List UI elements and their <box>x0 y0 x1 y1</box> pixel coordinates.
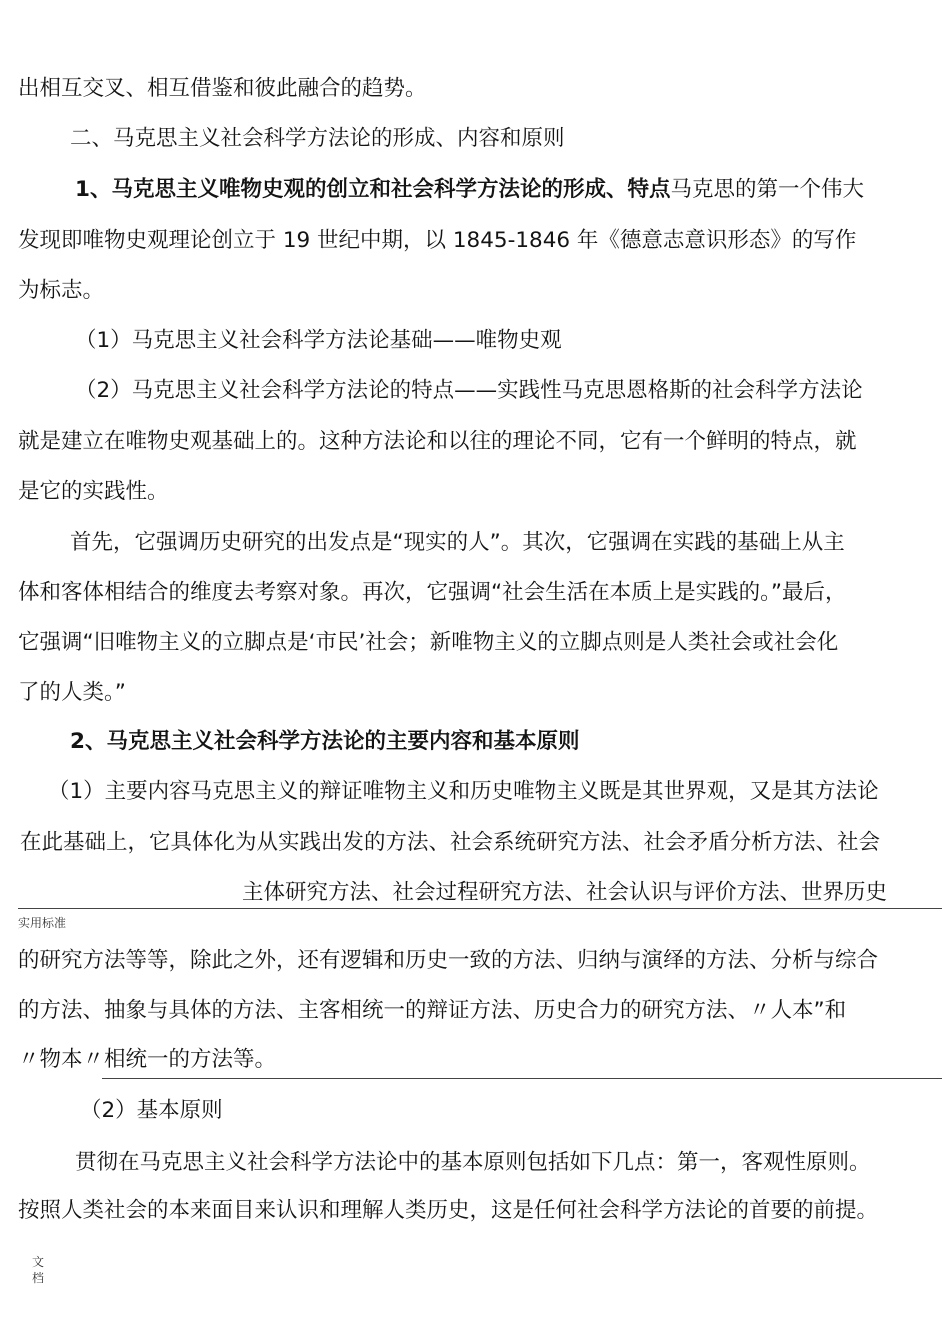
text-line: 为标志。 <box>18 278 105 303</box>
list-item-heading: （1）马克思主义社会科学方法论基础——唯物史观 <box>75 328 562 353</box>
subsection-heading-bold: 1、马克思主义唯物史观的创立和社会科学方法论的形成、特点 <box>75 177 671 202</box>
text-line: 就是建立在唯物史观基础上的。这种方法论和以往的理论不同，它有一个鲜明的特点，就 <box>18 429 857 454</box>
text-line: 首先，它强调历史研究的出发点是“现实的人”。其次，它强调在实践的基础上从主 <box>70 530 845 555</box>
text-line: 的研究方法等等，除此之外，还有逻辑和历史一致的方法、归纳与演绎的方法、分析与综合 <box>18 948 879 973</box>
text-line: 按照人类社会的本来面目来认识和理解人类历史，这是任何社会科学方法论的首要的前提。 <box>18 1198 879 1223</box>
subsection-heading <box>75 175 864 205</box>
section-heading: 二、马克思主义社会科学方法论的形成、内容和原则 <box>70 126 565 151</box>
side-note: 文档 <box>32 1255 45 1285</box>
text-line: 是它的实践性。 <box>18 479 169 504</box>
text-line: 贯彻在马克思主义社会科学方法论中的基本原则包括如下几点：第一，客观性原则。 <box>75 1150 871 1175</box>
subsection-heading-continuation: 马克思的第一个伟大 <box>670 177 864 202</box>
list-item-heading: （2）马克思主义社会科学方法论的特点——实践性马克思恩格斯的社会科学方法论 <box>75 378 863 403</box>
footer-label: 实用标准 <box>18 916 67 930</box>
page-divider <box>18 908 942 909</box>
text-line: 在此基础上，它具体化为从实践出发的方法、社会系统研究方法、社会矛盾分析方法、社会 <box>20 830 881 855</box>
text-line: 的方法、抽象与具体的方法、主客相统一的辩证方法、历史合力的研究方法、〃人本”和 <box>18 998 847 1023</box>
subsection-heading: 2、马克思主义社会科学方法论的主要内容和基本原则 <box>70 729 580 754</box>
text-line: 出相互交叉、相互借鉴和彼此融合的趋势。 <box>18 76 427 101</box>
list-item-heading: （2）基本原则 <box>80 1098 223 1123</box>
text-line: 发现即唯物史观理论创立于 19 世纪中期，以 1845-1846 年《德意志意识形态》的写作 <box>18 228 857 253</box>
text-line: 它强调“旧唯物主义的立脚点是‘市民’社会；新唯物主义的立脚点则是人类社会或社会化 <box>18 630 839 655</box>
text-line: 体和客体相结合的维度去考察对象。再次，它强调“社会生活在本质上是实践的。”最后， <box>18 580 847 605</box>
text-line: 主体研究方法、社会过程研究方法、社会认识与评价方法、世界历史 <box>242 880 888 905</box>
list-item-heading: （1）主要内容马克思主义的辩证唯物主义和历史唯物主义既是其世界观，又是其方法论 <box>48 779 879 804</box>
divider-line <box>102 1078 942 1079</box>
text-line: 〃物本〃相统一的方法等。 <box>18 1047 277 1072</box>
text-line: 了的人类。” <box>18 680 126 705</box>
